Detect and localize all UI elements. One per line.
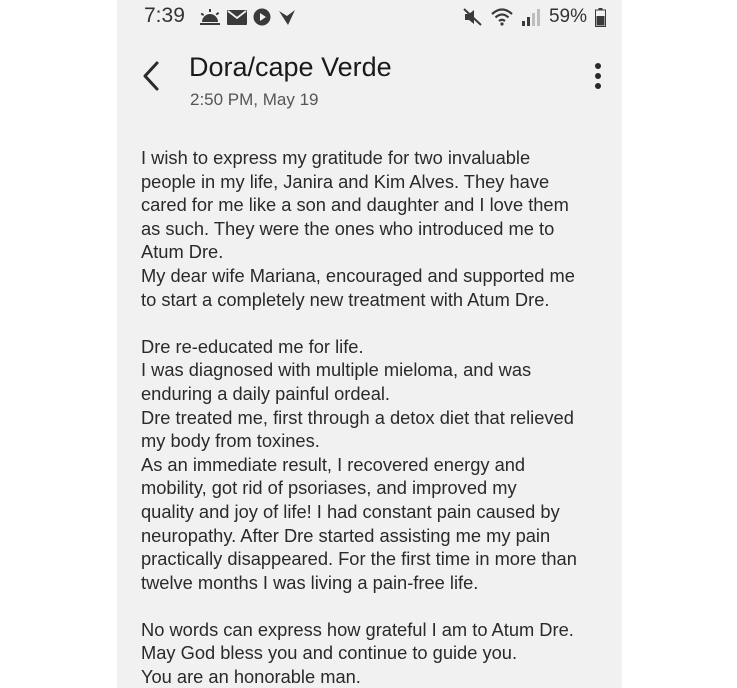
message-line: my body from toxines.	[141, 430, 320, 452]
more-options-button[interactable]	[588, 60, 608, 94]
message-line: I wish to express my gratitude for two invaluable	[141, 147, 531, 168]
chevron-left-icon	[135, 58, 167, 94]
more-vert-icon	[588, 60, 608, 94]
message-line: cared for me like a son and daughter and I love them	[141, 194, 569, 216]
message-line: Dre treated me, first through a detox diet that relieved	[141, 406, 574, 428]
message-line: Atum Dre.	[141, 241, 224, 263]
paragraph-gap	[141, 594, 611, 618]
message-line: enduring a daily painful ordeal.	[141, 382, 391, 404]
mute-icon	[463, 8, 483, 26]
message-line: practically disappeared. For the first time in more than	[141, 548, 577, 570]
phone-screen	[117, 0, 622, 688]
message-line: May God bless you and continue to guide you.	[141, 642, 518, 664]
message-line: twelve months I was living a pain-free life.	[141, 571, 479, 593]
message-line: people in my life, Janira and Kim Alves. They have	[141, 170, 550, 192]
mail-icon	[227, 10, 247, 25]
messenger-icon	[253, 8, 271, 26]
message-line: neuropathy. After Dre started assisting me my pain	[141, 524, 551, 546]
message-line: mobility, got rid of psoriases, and improved my	[141, 477, 517, 499]
battery-percent: 59%	[548, 6, 587, 27]
status-left-icons	[199, 8, 297, 26]
message-line: You are an honorable man.	[141, 666, 361, 688]
wifi-icon	[491, 8, 513, 26]
message-line: As an immediate result, I recovered energy and	[141, 453, 526, 475]
battery-icon	[595, 8, 606, 27]
message-timestamp: 2:50 PM, May 19	[190, 90, 319, 109]
back-button[interactable]	[135, 58, 167, 94]
signal-icon	[521, 8, 541, 26]
message-line: as such. They were the ones who introduced me to	[141, 217, 555, 239]
conversation-title: Dora/cape Verde	[189, 52, 392, 82]
app-icon	[277, 8, 297, 26]
message-line: No words can express how grateful I am to Atum Dre.	[141, 618, 574, 640]
message-line: to start a completely new treatment with Atum Dre.	[141, 288, 550, 310]
weather-icon	[199, 9, 221, 25]
status-right-icons	[463, 6, 606, 28]
message-line: I was diagnosed with multiple mieloma, and was	[141, 359, 532, 381]
paragraph-gap	[141, 311, 611, 335]
status-bar	[117, 0, 622, 34]
message-line: Dre re-educated me for life.	[141, 335, 364, 357]
status-time: 7:39	[144, 4, 185, 27]
conversation-header	[117, 40, 622, 120]
message-line: quality and joy of life! I had constant pain caused by	[141, 500, 560, 522]
message-line: My dear wife Mariana, encouraged and supported me	[141, 264, 575, 286]
message-body	[141, 146, 611, 688]
